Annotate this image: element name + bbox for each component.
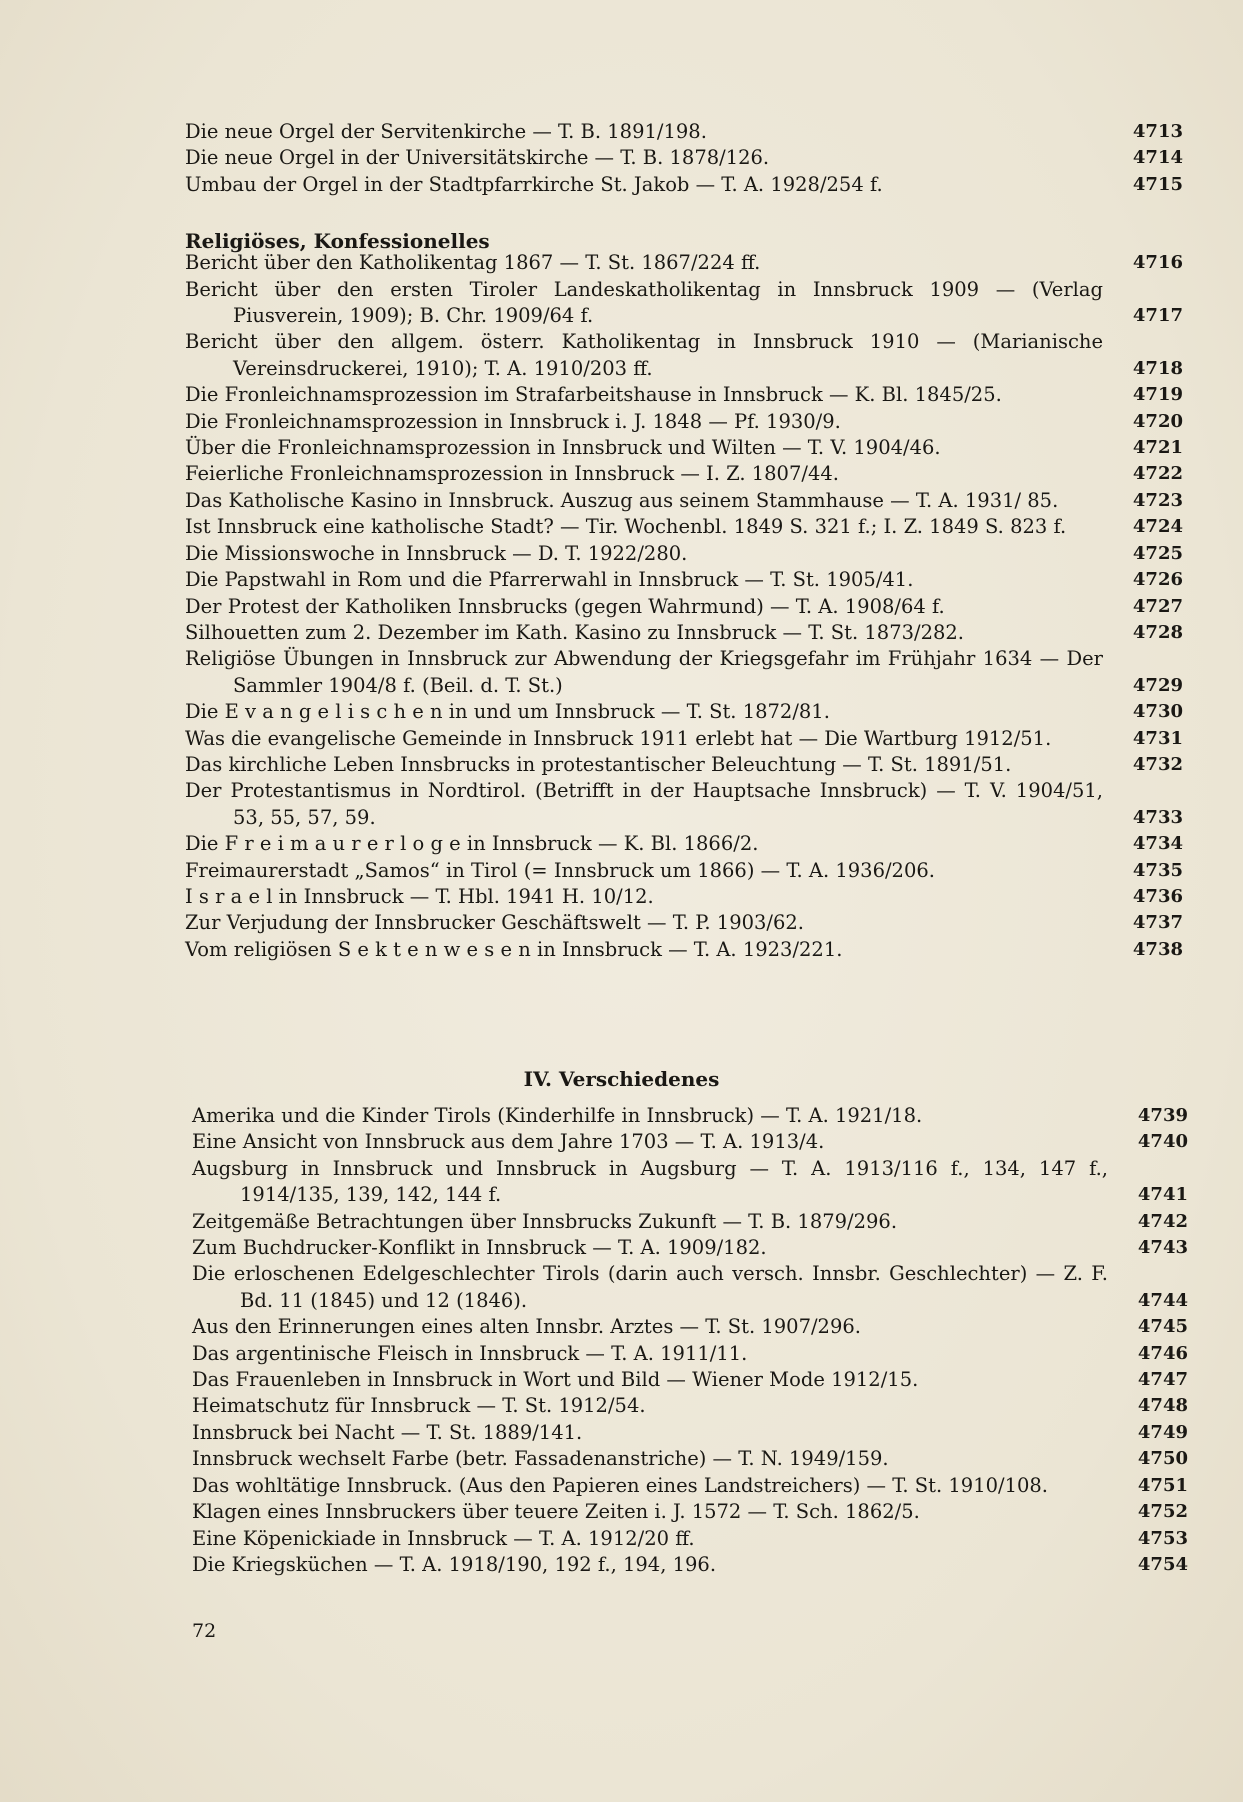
entry-number: 4715 [1132, 173, 1183, 195]
entry-number: 4713 [1132, 121, 1183, 142]
entry-number: 4716 [1132, 252, 1183, 274]
index-entry [192, 1209, 1188, 1235]
entry-text: Zeitgemäße Betrachtungen über Innsbrucks Zukunft — T. B. 1879/296. [192, 1209, 898, 1233]
section-heading-religion: Religiöses, Konfessionelles [185, 229, 490, 253]
entry-number: 4723 [1132, 489, 1183, 511]
entry-text: Klagen eines Innsbruckers über teuere Zeiten i. J. 1572 — T. Sch. 1862/5. [192, 1500, 920, 1524]
index-entry [192, 1552, 1188, 1578]
entry-text: Augsburg in Innsbruck und Innsbruck in Augsburg — T. A. 1913/116 f., 134, 147 f., 1914/135, 139, 142, 144 f. [192, 1156, 1108, 1207]
entry-number: 4754 [1137, 1553, 1188, 1575]
entry-text: Ist Innsbruck eine katholische Stadt? — Tir. Wochenbl. 1849 S. 321 f.; I. Z. 1849 S. 823 f. [185, 515, 1067, 539]
entry-text: Das Katholische Kasino in Innsbruck. Auszug aus seinem Stammhause — T. A. 1931/ 85. [185, 488, 1059, 512]
index-entry [185, 831, 1183, 857]
entry-text: Eine Köpenickiade in Innsbruck — T. A. 1912/20 ff. [192, 1526, 695, 1550]
page-number: 72 [192, 1620, 217, 1642]
index-entry [185, 726, 1183, 752]
entry-text: Die Fronleichnamsprozession in Innsbruck i. J. 1848 — Pf. 1930/9. [185, 409, 841, 433]
index-entry [192, 1314, 1188, 1340]
entry-number: 4750 [1137, 1448, 1188, 1470]
index-entry [185, 646, 1183, 699]
entry-number: 4733 [1132, 806, 1183, 828]
entry-text: Was die evangelische Gemeinde in Innsbruck 1911 erlebt hat — Die Wartburg 1912/51. [185, 726, 1052, 750]
entry-text: Das argentinische Fleisch in Innsbruck — T. A. 1911/11. [192, 1341, 748, 1365]
entry-number: 4753 [1137, 1527, 1188, 1549]
index-entry [185, 461, 1183, 487]
entry-number: 4738 [1132, 938, 1183, 960]
index-entry [192, 1473, 1188, 1499]
entry-text: Innsbruck wechselt Farbe (betr. Fassadenanstriche) — T. N. 1949/159. [192, 1447, 889, 1471]
index-entry [185, 435, 1183, 461]
index-entry [185, 699, 1183, 725]
entry-number: 4749 [1137, 1421, 1188, 1443]
entry-number: 4747 [1137, 1369, 1188, 1391]
index-entry [192, 1499, 1188, 1525]
entry-text: Über die Fronleichnamsprozession in Innsbruck und Wilten — T. V. 1904/46. [185, 436, 941, 460]
entry-text: Die neue Orgel in der Universitätskirche — T. B. 1878/126. [185, 146, 770, 170]
index-entry [185, 172, 1183, 198]
entry-text: Freimaurerstadt „Samos“ in Tirol (= Innsbruck um 1866) — T. A. 1936/206. [185, 858, 935, 882]
entry-number: 4742 [1137, 1210, 1188, 1232]
entry-number: 4735 [1132, 859, 1183, 881]
entry-text: Aus den Erinnerungen eines alten Innsbr. Arztes — T. St. 1907/296. [192, 1315, 861, 1339]
index-entry [192, 1103, 1188, 1129]
index-entry [185, 541, 1183, 567]
entry-text: Feierliche Fronleichnamsprozession in Innsbruck — I. Z. 1807/44. [185, 462, 839, 486]
index-section-lower [192, 1103, 1188, 1578]
index-entry [185, 567, 1183, 593]
misc-entry-list [192, 1103, 1188, 1578]
entry-number: 4728 [1132, 621, 1183, 643]
index-entry [192, 1341, 1188, 1367]
entry-number: 4740 [1137, 1131, 1188, 1153]
entry-number: 4727 [1132, 595, 1183, 617]
entry-number: 4734 [1132, 833, 1183, 855]
entry-text: I s r a e l in Innsbruck — T. Hbl. 1941 H. 10/12. [185, 884, 654, 908]
index-entry [185, 409, 1183, 435]
entry-number: 4739 [1137, 1105, 1188, 1126]
entry-text: Der Protest der Katholiken Innsbrucks (gegen Wahrmund) — T. A. 1908/64 f. [185, 594, 945, 618]
entry-number: 4731 [1132, 727, 1183, 749]
entry-text: Die E v a n g e l i s c h e n in und um Innsbruck — T. St. 1872/81. [185, 700, 830, 724]
entry-text: Umbau der Orgel in der Stadtpfarrkirche St. Jakob — T. A. 1928/254 f. [185, 172, 883, 196]
entry-text: Zum Buchdrucker-Konflikt in Innsbruck — T. A. 1909/182. [192, 1236, 767, 1260]
entry-number: 4746 [1137, 1342, 1188, 1364]
entry-text: Die Fronleichnamsprozession im Strafarbeitshause in Innsbruck — K. Bl. 1845/25. [185, 383, 1002, 407]
index-entry [185, 119, 1183, 145]
index-entry [192, 1235, 1188, 1261]
index-entry [185, 250, 1183, 276]
entry-text: Die Missionswoche in Innsbruck — D. T. 1922/280. [185, 541, 688, 565]
index-entry [192, 1156, 1188, 1209]
entry-text: Das Frauenleben in Innsbruck in Wort und Bild — Wiener Mode 1912/15. [192, 1368, 919, 1392]
entry-number: 4745 [1137, 1316, 1188, 1338]
index-entry [185, 752, 1183, 778]
entry-number: 4726 [1132, 569, 1183, 591]
entry-text: Das kirchliche Leben Innsbrucks in protestantischer Beleuchtung — T. St. 1891/51. [185, 752, 1012, 776]
entry-number: 4748 [1137, 1395, 1188, 1417]
entry-number: 4732 [1132, 753, 1183, 775]
organ-entry-list [185, 119, 1183, 198]
entry-text: Heimatschutz für Innsbruck — T. St. 1912/54. [192, 1394, 646, 1418]
entry-text: Die Papstwahl in Rom und die Pfarrerwahl in Innsbruck — T. St. 1905/41. [185, 568, 914, 592]
entry-text: Die Kriegsküchen — T. A. 1918/190, 192 f., 194, 196. [192, 1552, 717, 1576]
entry-number: 4721 [1132, 437, 1183, 459]
entry-text: Silhouetten zum 2. Dezember im Kath. Kasino zu Innsbruck — T. St. 1873/282. [185, 620, 964, 644]
entry-number: 4741 [1137, 1184, 1188, 1206]
entry-text: Der Protestantismus in Nordtirol. (Betrifft in der Hauptsache Innsbruck) — T. V. 1904/51, 53, 55, 57, 59. [185, 779, 1103, 829]
entry-text: Bericht über den allgem. österr. Katholikentag in Innsbruck 1910 — (Marianische Vereinsdruckerei, 1910); T. A. 1910/203 ff. [185, 330, 1103, 380]
index-entry [185, 277, 1183, 330]
entry-number: 4751 [1137, 1474, 1188, 1496]
index-entry [192, 1420, 1188, 1446]
entry-number: 4714 [1132, 147, 1183, 169]
entry-text: Bericht über den Katholikentag 1867 — T. St. 1867/224 ff. [185, 251, 761, 275]
entry-text: Die neue Orgel der Servitenkirche — T. B. 1891/198. [185, 120, 707, 143]
section-heading-misc: IV. Verschiedenes [523, 1067, 720, 1091]
entry-text: Die erloschenen Edelgeschlechter Tirols (darin auch versch. Innsbr. Geschlechter) — Z. F. Bd. 11 (1845) und 12 (1846). [192, 1262, 1108, 1312]
entry-number: 4737 [1132, 912, 1183, 934]
entry-number: 4724 [1132, 516, 1183, 538]
entry-text: Vom religiösen S e k t e n w e s e n in Innsbruck — T. A. 1923/221. [185, 937, 843, 961]
index-entry [192, 1367, 1188, 1393]
entry-text: Die F r e i m a u r e r l o g e in Innsbruck — K. Bl. 1866/2. [185, 832, 759, 856]
index-entry [185, 594, 1183, 620]
entry-text: Eine Ansicht von Innsbruck aus dem Jahre 1703 — T. A. 1913/4. [192, 1130, 825, 1154]
index-entry [185, 884, 1183, 910]
index-entry [192, 1261, 1188, 1314]
entry-text: Religiöse Übungen in Innsbruck zur Abwendung der Kriegsgefahr im Frühjahr 1634 — Der Sammler 1904/8 f. (Beil. d. T. St.) [185, 647, 1103, 697]
entry-number: 4730 [1132, 701, 1183, 723]
religion-entry-list [185, 250, 1183, 963]
index-entry [185, 778, 1183, 831]
index-entry [185, 514, 1183, 540]
entry-number: 4720 [1132, 410, 1183, 432]
entry-number: 4717 [1132, 305, 1183, 327]
entry-number: 4725 [1132, 542, 1183, 564]
entry-text: Amerika und die Kinder Tirols (Kinderhilfe in Innsbruck) — T. A. 1921/18. [192, 1104, 923, 1127]
index-entry [185, 620, 1183, 646]
entry-number: 4743 [1137, 1237, 1188, 1259]
entry-number: 4752 [1137, 1501, 1188, 1523]
index-entry [185, 488, 1183, 514]
entry-text: Zur Verjudung der Innsbrucker Geschäftswelt — T. P. 1903/62. [185, 911, 805, 935]
entry-text: Bericht über den ersten Tiroler Landeskatholikentag in Innsbruck 1909 — (Verlag Piusverein, 1909); B. Chr. 1909/64 f. [185, 277, 1103, 328]
entry-number: 4744 [1137, 1289, 1188, 1311]
index-entry [185, 937, 1183, 963]
index-entry [185, 329, 1183, 382]
entry-number: 4729 [1132, 674, 1183, 696]
entry-number: 4736 [1132, 885, 1183, 907]
index-entry [185, 145, 1183, 171]
index-entry [192, 1446, 1188, 1472]
index-entry [192, 1526, 1188, 1552]
entry-number: 4722 [1132, 463, 1183, 485]
entry-number: 4719 [1132, 384, 1183, 406]
entry-number: 4718 [1132, 357, 1183, 379]
index-entry [185, 858, 1183, 884]
entry-text: Innsbruck bei Nacht — T. St. 1889/141. [192, 1420, 583, 1444]
index-entry [192, 1393, 1188, 1419]
entry-text: Das wohltätige Innsbruck. (Aus den Papieren eines Landstreichers) — T. St. 1910/108. [192, 1473, 1048, 1497]
index-entry [192, 1129, 1188, 1155]
index-entry [185, 382, 1183, 408]
index-entry [185, 910, 1183, 936]
